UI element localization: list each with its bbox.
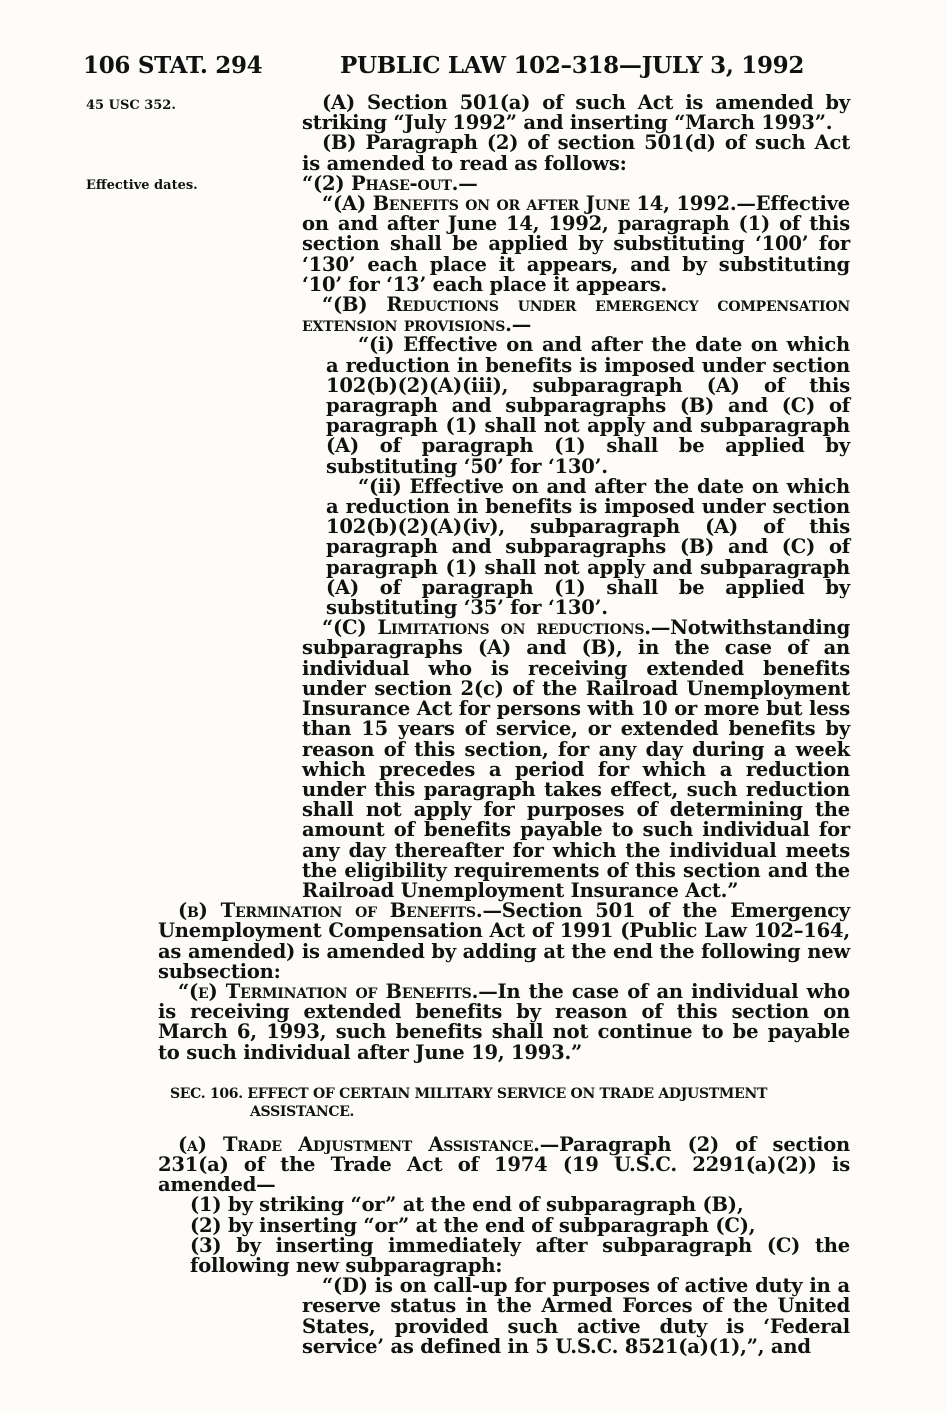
law-text-body <box>158 91 851 1358</box>
subheading: “(C) Limitations on reductions. <box>322 616 651 640</box>
paragraph <box>230 295 850 335</box>
section-heading <box>158 1085 850 1121</box>
paragraph-text: —Section 501 of the Emergency Unemployment Compensation Act of 1991 (Public Law 102–164, as amended) is amended by adding at the end the following new subsection: <box>158 899 851 983</box>
public-law-header: PUBLIC LAW 102–318—JULY 3, 1992 <box>340 52 805 79</box>
heading-text: “(2) Phase-out.— <box>302 171 478 195</box>
paragraph <box>158 1132 850 1197</box>
paragraph: “(ii) Effective on and after the date on which a reduction in benefits is imposed under section 102(b)(2)(A)(iv), subparagraph (A) of this paragraph and subparagraphs (B) and (C) of paragraph (1) shall not apply and subparagraph (A) of paragraph (1) shall be applied by substituting ‘35’ for ‘130’. <box>326 474 850 620</box>
list-item: (3) by inserting immediately after subparagraph (C) the following new subparagraph: <box>190 1233 850 1277</box>
paragraph <box>158 979 850 1064</box>
paragraph-text: — <box>511 313 532 337</box>
list-item: (2) by inserting “or” at the end of subparagraph (C), <box>190 1213 756 1237</box>
subheading: (b) Termination of Benefits. <box>178 899 483 923</box>
paragraph-text: —Effective on and after June 14, 1992, paragraph (1) of this section shall be applied by substituting ‘100’ for ‘130’ each place it appears, and by substituting ‘10’ for ‘13’ each place it appears. <box>302 192 850 296</box>
paragraph <box>230 618 850 901</box>
paragraph-text: —In the case of an individual who is receiving extended benefits by reason of this section on March 6, 1993, such benefits shall not continue to be payable to such individual after June 19, 1993.” <box>158 979 850 1064</box>
list-item: (1) by striking “or” at the end of subparagraph (B), <box>190 1193 744 1217</box>
paragraph: (A) Section 501(a) of such Act is amended by striking “July 1992” and inserting “March 1993”. <box>302 91 850 135</box>
section-title: EFFECT OF CERTAIN MILITARY SERVICE ON TRADE ADJUSTMENT ASSISTANCE. <box>247 1085 768 1120</box>
margin-note-usc: 45 USC 352. <box>86 98 176 113</box>
heading-phase-out <box>230 171 850 195</box>
subheading: “(B) Reductions under emergency compensation extension provisions. <box>302 293 850 337</box>
stat-page-reference: 106 STAT. 294 <box>83 52 263 79</box>
paragraph: “(i) Effective on and after the date on which a reduction in benefits is imposed under section 102(b)(2)(A)(iii), subparagraph (A) of this paragraph and subparagraphs (B) and (C) of paragraph (1) shall not apply and subparagraph (A) of paragraph (1) shall be applied by substituting ‘50’ for ‘130’. <box>326 333 850 478</box>
paragraph <box>230 194 850 295</box>
subheading: “(A) Benefits on or after June 14, 1992. <box>322 192 737 216</box>
paragraph <box>158 901 850 982</box>
margin-note-effective-dates: Effective dates. <box>86 178 198 193</box>
paragraph: “(D) is on call-up for purposes of active duty in a reserve status in the Armed Forces of the United States, provided such active duty is ‘Federal service’ as defined in 5 U.S.C. 8521(a)(1),”, and <box>302 1274 850 1358</box>
paragraph-text: —Paragraph (2) of section 231(a) of the Trade Act of 1974 (19 U.S.C. 2291(a)(2)) is amended— <box>158 1132 850 1197</box>
subheading: (a) Trade Adjustment Assistance. <box>178 1132 540 1156</box>
paragraph-text: —Notwithstanding subparagraphs (A) and (B), in the case of an individual who is receiving extended benefits under section 2(c) of the Railroad Unemployment Insurance Act for persons with 10 or more but less than 15 years of service, or extended benefits by reason of this section, for any day during a week which precedes a period for which a reduction under this paragraph takes effect, such reduction shall not apply for purposes of determining the amount of benefits payable to such individual for any day thereafter for which the individual meets the eligibility requirements of this section and the Railroad Unemployment Insurance Act.” <box>302 616 850 902</box>
section-number: SEC. 106. <box>170 1085 243 1102</box>
paragraph: (B) Paragraph (2) of section 501(d) of such Act is amended to read as follows: <box>302 131 850 175</box>
subheading: “(e) Termination of Benefits. <box>178 979 479 1003</box>
